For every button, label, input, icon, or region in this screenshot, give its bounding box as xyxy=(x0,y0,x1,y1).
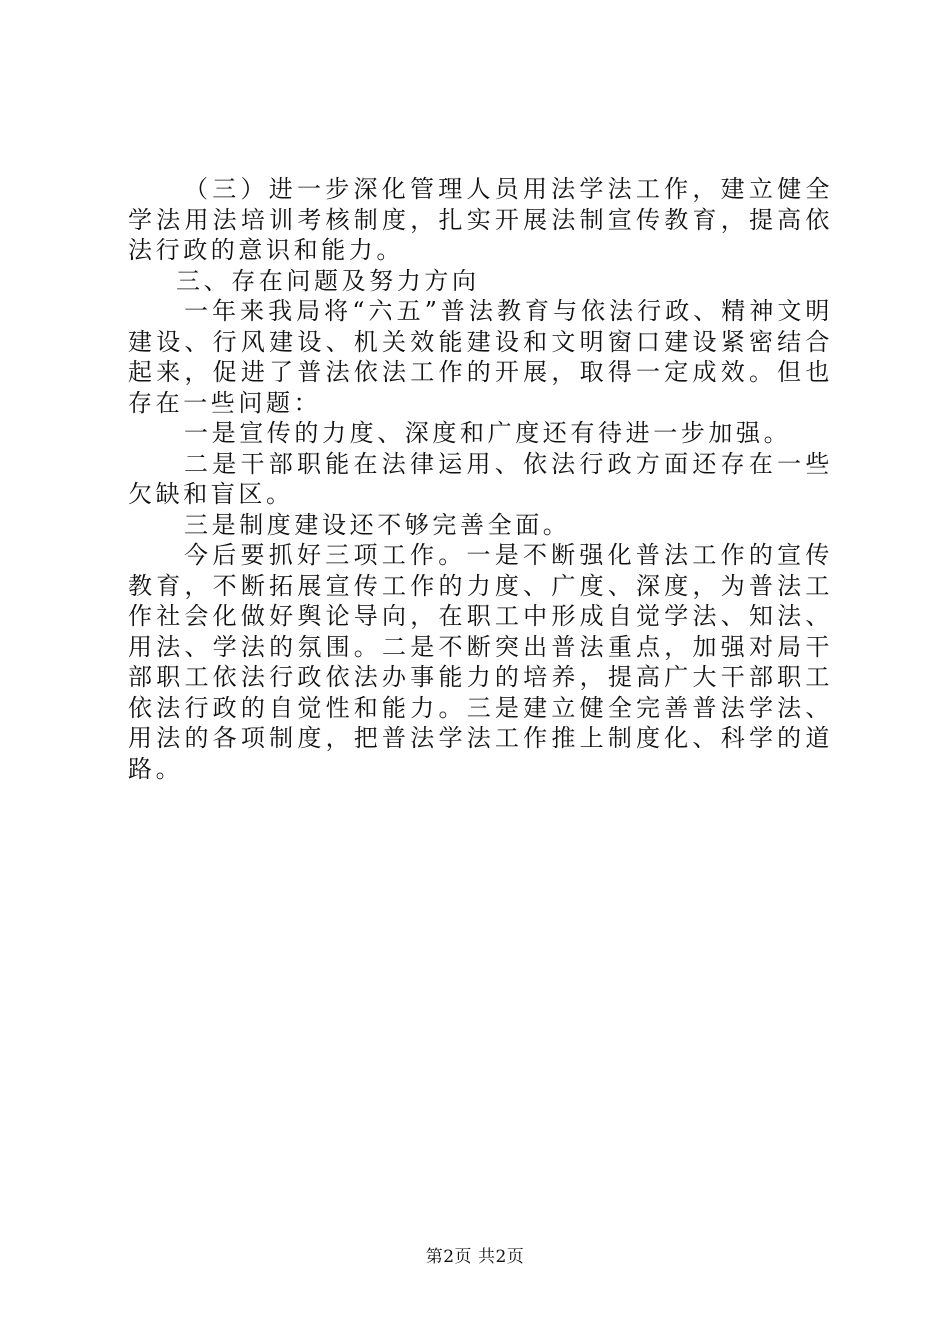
document-body xyxy=(128,174,833,784)
paragraph-future-work: 今后要抓好三项工作。一是不断强化普法工作的宣传教育，不断拓展宣传工作的力度、广度、深度，为普法工作社会化做好舆论导向，在职工中形成自觉学法、知法、用法、学法的氛围。二是不断突出普法重点，加强对局干部职工依法行政依法办事能力的培养，提高广大干部职工依法行政的自觉性和能力。三是建立健全完善普法学法、用法的各项制度，把普法学法工作推上制度化、科学的道路。 xyxy=(128,541,833,783)
paragraph-problem-2: 二是干部职能在法律运用、依法行政方面还存在一些欠缺和盲区。 xyxy=(128,449,833,508)
paragraph-problem-3: 三是制度建设还不够完善全面。 xyxy=(184,510,571,539)
page-footer: 第2页 共2页 xyxy=(425,1247,525,1267)
paragraph-problem-1: 一是宣传的力度、深度和广度还有待进一步加强。 xyxy=(184,419,792,447)
paragraph-training-system: （三）进一步深化管理人员用法学法工作，建立健全学法用法培训考核制度，扎实开展法制宣传教育，提高依法行政的意识和能力。 xyxy=(128,175,833,264)
section-heading-problems: 三、存在问题及努力方向 xyxy=(176,266,480,295)
paragraph-summary: 一年来我局将“六五”普法教育与依法行政、精神文明建设、行风建设、机关效能建设和文明窗口建设紧密结合起来，促进了普法依法工作的开展，取得一定成效。但也存在一些问题： xyxy=(128,297,833,417)
